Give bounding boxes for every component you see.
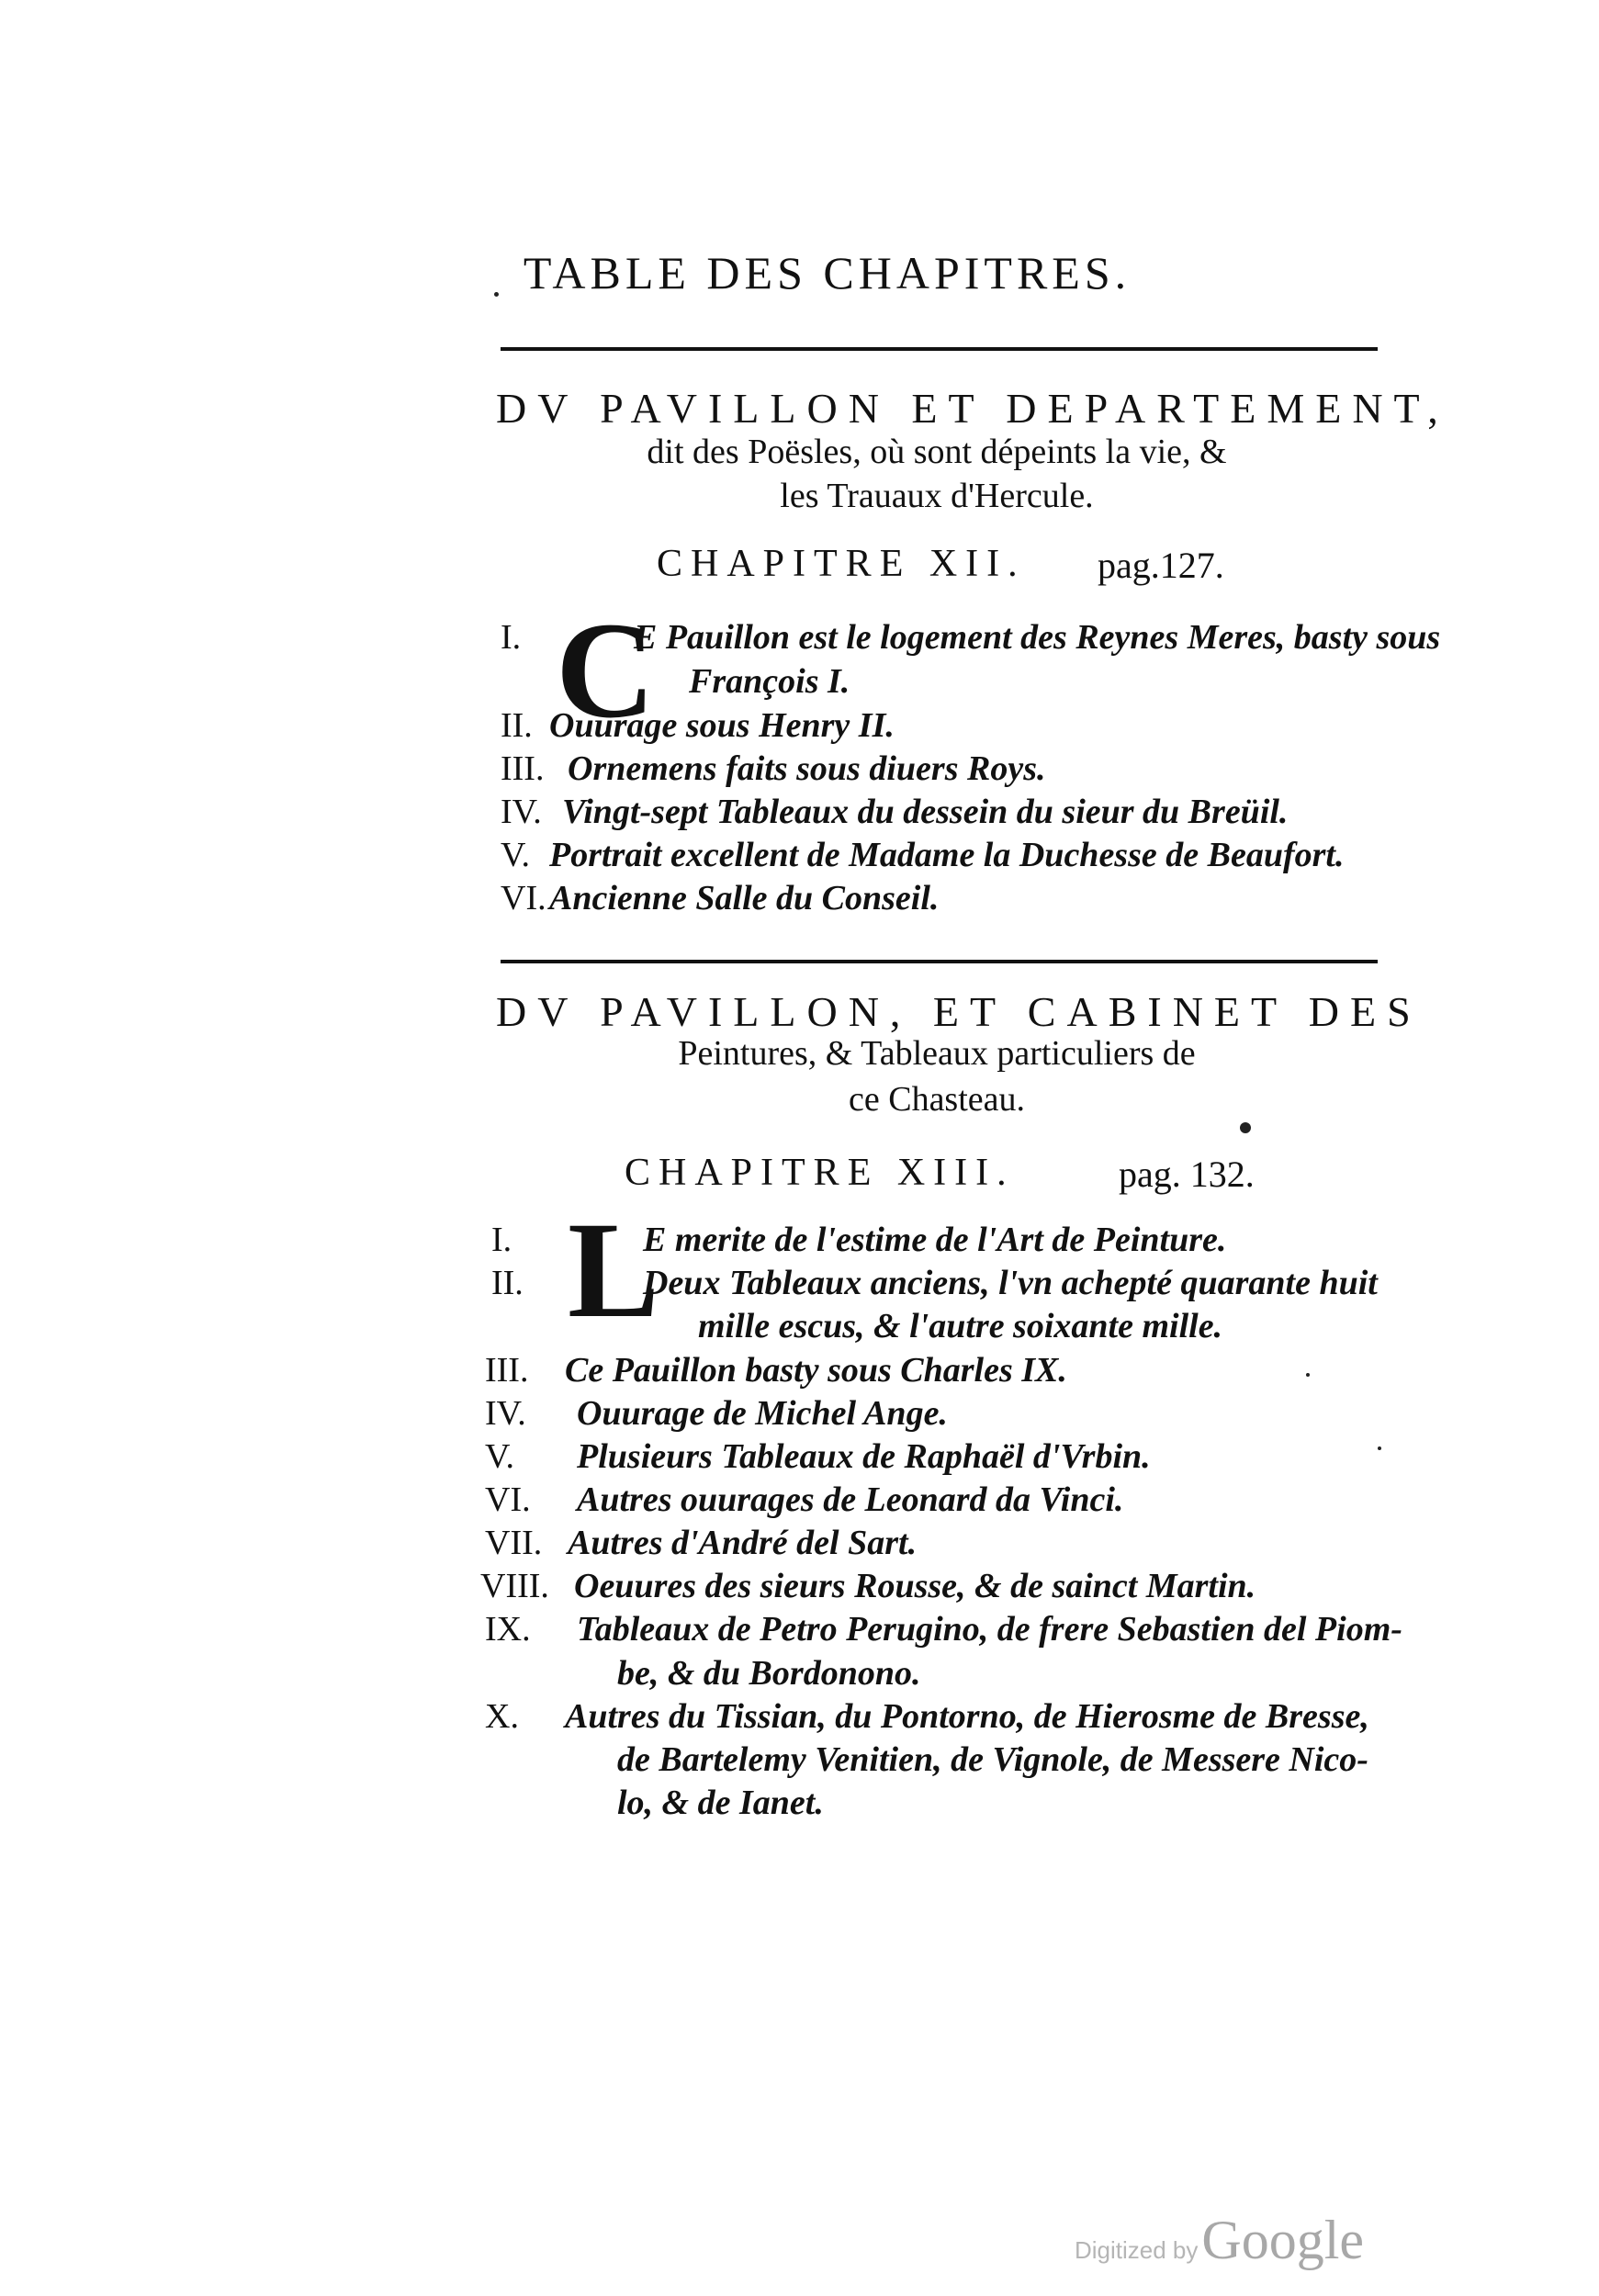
digitized-by-watermark <box>1075 2209 1364 2272</box>
toc-item-text: Ouurage de Michel Ange. <box>577 1394 948 1433</box>
section-rule-top <box>501 347 1378 351</box>
toc-item-number: I. <box>491 1221 512 1259</box>
toc-item-number: III. <box>485 1351 529 1390</box>
print-speck <box>1240 1122 1251 1133</box>
toc-item-text: Autres d'André del Sart. <box>568 1524 918 1562</box>
toc-item-text: Ancienne Salle du Conseil. <box>549 879 940 917</box>
toc-item-text: be, & du Bordonono. <box>617 1654 921 1693</box>
toc-item-text: Oeuures des sieurs Rousse, & de sainct Martin. <box>574 1567 1256 1605</box>
section1-chapter-heading: CHAPITRE XII. <box>657 543 1026 585</box>
toc-item-text: E merite de l'estime de l'Art de Peinture. <box>643 1221 1227 1259</box>
toc-item-number: VIII. <box>480 1567 549 1605</box>
digitized-by-text: Digitized by <box>1075 2236 1199 2264</box>
toc-item-number: IV. <box>501 793 542 831</box>
section1-page-ref: pag.127. <box>1098 545 1224 586</box>
toc-item-text: de Bartelemy Venitien, de Vignole, de Messere Nico- <box>617 1740 1368 1779</box>
toc-item-text: Vingt-sept Tableaux du dessein du sieur du Breüil. <box>562 793 1289 831</box>
toc-item-text: Portrait excellent de Madame la Duchesse de Beaufort. <box>549 836 1345 874</box>
toc-item-text: Autres ouurages de Leonard da Vinci. <box>577 1480 1124 1519</box>
print-speck <box>494 292 499 297</box>
section2-subtitle-line-2: ce Chasteau. <box>848 1080 1026 1119</box>
section2-chapter-heading: CHAPITRE XIII. <box>625 1152 1015 1194</box>
print-speck <box>1378 1446 1381 1450</box>
toc-item-number: II. <box>501 706 533 745</box>
section1-subtitle-line-2: les Trauaux d'Hercule. <box>780 477 1094 515</box>
toc-item-number: IX. <box>485 1610 531 1649</box>
toc-item-text: Ouurage sous Henry II. <box>549 706 895 745</box>
toc-item-text: mille escus, & l'autre soixante mille. <box>698 1307 1223 1345</box>
section1-dropcap: C <box>556 594 656 747</box>
toc-item-text: François I. <box>689 662 850 701</box>
toc-item-number: VII. <box>485 1524 543 1562</box>
toc-item-number: VI. <box>485 1480 531 1519</box>
running-head: TABLE DES CHAPITRES. <box>523 247 1132 298</box>
toc-item-number: III. <box>501 749 545 788</box>
toc-item-number: II. <box>491 1264 524 1302</box>
toc-item-text: Deux Tableaux anciens, l'vn achepté quarante huit <box>643 1264 1378 1302</box>
toc-item-text: Ce Pauillon basty sous Charles IX. <box>565 1351 1067 1390</box>
section2-subtitle-line-1: Peintures, & Tableaux particuliers de <box>678 1034 1196 1073</box>
toc-item-text: Ornemens faits sous diuers Roys. <box>568 749 1046 788</box>
section2-page-ref: pag. 132. <box>1119 1154 1255 1195</box>
toc-item-number: IV. <box>485 1394 526 1433</box>
print-speck <box>1306 1373 1310 1377</box>
section2-title: DV PAVILLON, ET CABINET DES <box>496 988 1422 1035</box>
toc-item-text: lo, & de Ianet. <box>617 1784 824 1822</box>
toc-item-text: E Pauillon est le logement des Reynes Meres, basty sous <box>634 618 1441 657</box>
section1-subtitle-line-1: dit des Poësles, où sont dépeints la vie, & <box>647 433 1227 471</box>
section2-dropcap: L <box>568 1194 660 1346</box>
toc-item-text: Plusieurs Tableaux de Raphaël d'Vrbin. <box>577 1437 1151 1476</box>
toc-item-text: Autres du Tissian, du Pontorno, de Hierosme de Bresse, <box>565 1697 1369 1736</box>
google-logo: Google <box>1201 2210 1365 2270</box>
toc-item-number: V. <box>485 1437 515 1476</box>
toc-item-number: X. <box>485 1697 519 1736</box>
section-rule-middle <box>501 960 1378 963</box>
section1-title: DV PAVILLON ET DEPARTEMENT, <box>496 385 1449 432</box>
toc-item-number: I. <box>501 618 522 657</box>
toc-item-text: Tableaux de Petro Perugino, de frere Sebastien del Piom- <box>577 1610 1402 1649</box>
toc-item-number: VI. <box>501 879 546 917</box>
toc-item-number: V. <box>501 836 531 874</box>
